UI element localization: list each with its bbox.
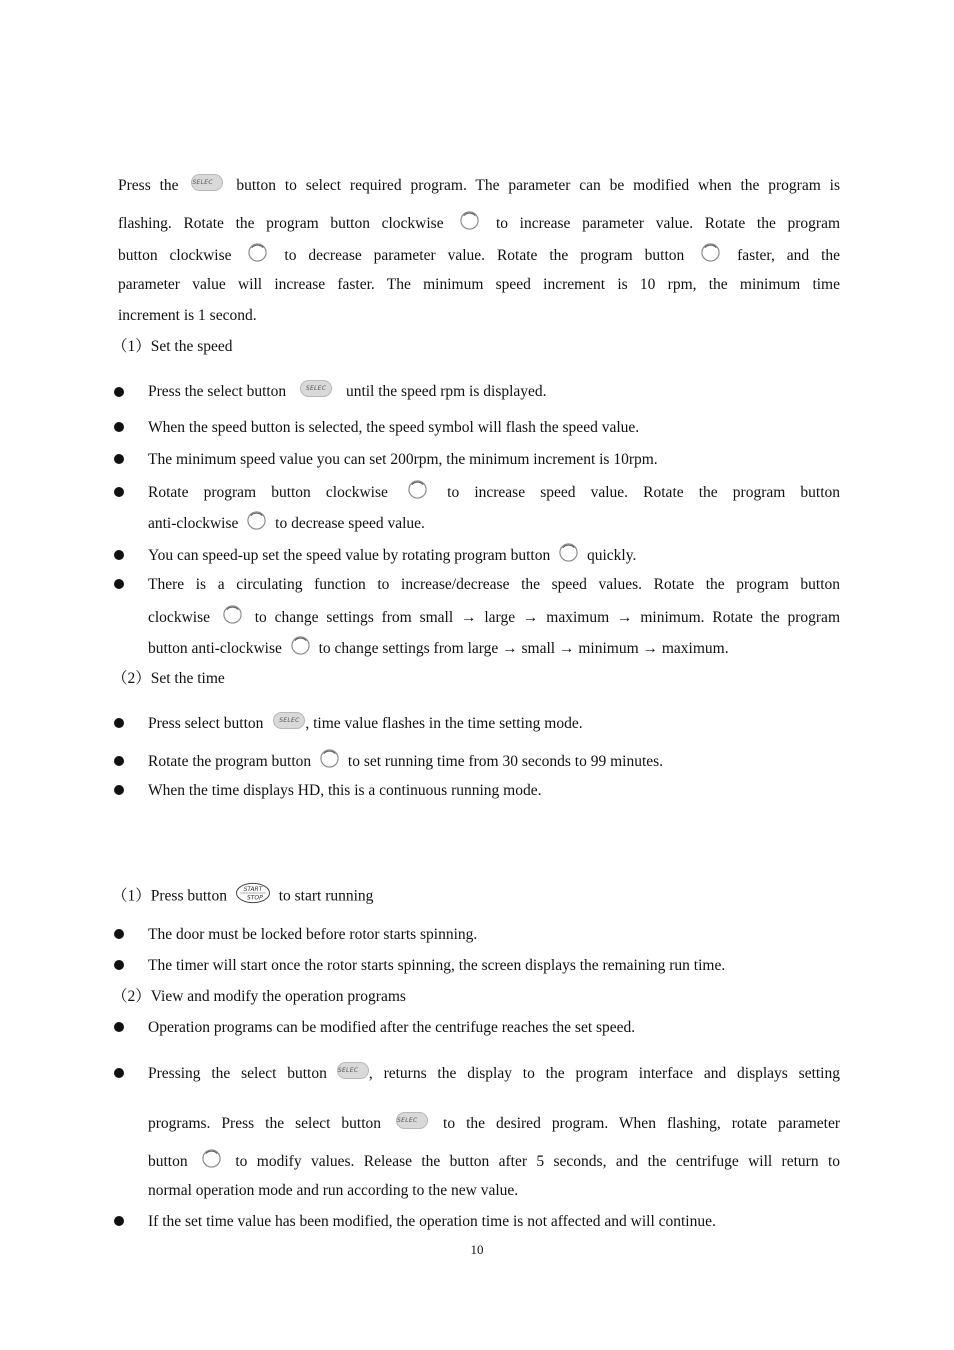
page-number: 10 bbox=[470, 1242, 484, 1257]
speed-bullet-4-line-1: Rotate program button clockwise to increase speed value. Rotate the program button bbox=[148, 483, 840, 504]
run-bullet-2: The timer will start once the rotor starts spinning, the screen displays the remaining run time. bbox=[148, 957, 726, 974]
bullet bbox=[114, 387, 124, 397]
modify-bullet-2-line-4: normal operation mode and run according to the new value. bbox=[148, 1182, 519, 1199]
bullet bbox=[114, 929, 124, 939]
program-knob-icon bbox=[459, 210, 480, 231]
program-knob-icon bbox=[407, 479, 428, 500]
select-button-icon: SELEC bbox=[300, 380, 332, 397]
speed-bullet-5: You can speed-up set the speed value by rotating program button quickly. bbox=[148, 546, 840, 567]
bullet bbox=[114, 785, 124, 795]
intro-line-5: increment is 1 second. bbox=[118, 307, 257, 324]
modify-bullet-1: Operation programs can be modified after the centrifuge reaches the set speed. bbox=[148, 1019, 636, 1036]
start-stop-button-icon bbox=[234, 882, 272, 904]
speed-bullet-6-line-2: clockwise to change settings from small → large → maximum → minimum. Rotate the program bbox=[148, 608, 840, 629]
modify-bullet-3: If the set time value has been modified, the operation time is not affected and will continue. bbox=[148, 1213, 716, 1230]
program-knob-icon bbox=[290, 635, 311, 656]
run-bullet-1: The door must be locked before rotor starts spinning. bbox=[148, 926, 478, 943]
stop-label: STOP bbox=[246, 894, 263, 902]
select-button-icon: SELEC bbox=[396, 1112, 428, 1129]
program-knob-icon bbox=[319, 748, 340, 769]
section-heading-set-time: （2）Set the time bbox=[112, 670, 225, 687]
program-knob-icon bbox=[222, 604, 243, 625]
speed-bullet-2: When the speed button is selected, the speed symbol will flash the speed value. bbox=[148, 419, 640, 436]
bullet bbox=[114, 1216, 124, 1226]
program-knob-icon bbox=[246, 510, 267, 531]
bullet bbox=[114, 579, 124, 589]
intro-line-2: flashing. Rotate the program button clockwise to increase parameter value. Rotate the program bbox=[118, 214, 840, 235]
bullet bbox=[114, 1022, 124, 1032]
program-knob-icon bbox=[558, 542, 579, 563]
modify-bullet-2-line-1: Pressing the select button SELEC , returns the display to the program interface and displays setting bbox=[148, 1064, 840, 1084]
bullet bbox=[114, 718, 124, 728]
speed-bullet-3: The minimum speed value you can set 200rpm, the minimum increment is 10rpm. bbox=[148, 451, 658, 468]
time-bullet-2: Rotate the program button to set running time from 30 seconds to 99 minutes. bbox=[148, 752, 840, 773]
select-button-icon: SELEC bbox=[191, 174, 223, 191]
speed-bullet-4-line-2: anti-clockwise to decrease speed value. bbox=[148, 514, 840, 535]
program-knob-icon bbox=[201, 1148, 222, 1169]
bullet bbox=[114, 550, 124, 560]
modify-bullet-2-line-3: button to modify values. Release the button after 5 seconds, and the centrifuge will return to bbox=[148, 1152, 840, 1173]
select-button-icon: SELEC bbox=[337, 1062, 369, 1079]
intro-line-1: Press the SELEC button to select required program. The parameter can be modified when the program is bbox=[118, 176, 840, 196]
intro-line-4: parameter value will increase faster. The minimum speed increment is 10 rpm, the minimum time bbox=[118, 276, 840, 293]
bullet bbox=[114, 487, 124, 497]
select-button-icon: SELEC bbox=[273, 712, 305, 729]
bullet bbox=[114, 1068, 124, 1078]
bullet bbox=[114, 756, 124, 766]
section-heading-start-running: （1）Press button START STOP to start running bbox=[112, 886, 834, 908]
program-knob-icon bbox=[247, 242, 268, 263]
speed-bullet-1: Press the select button SELEC until the speed rpm is displayed. bbox=[148, 382, 840, 402]
modify-bullet-2-line-2: programs. Press the select button SELEC to the desired program. When flashing, rotate parameter bbox=[148, 1114, 840, 1134]
intro-line-3: button clockwise to decrease parameter value. Rotate the program button faster, and the bbox=[118, 246, 840, 267]
section-heading-set-speed: （1）Set the speed bbox=[112, 338, 233, 355]
start-label: START bbox=[243, 886, 263, 894]
program-knob-icon bbox=[700, 242, 721, 263]
speed-bullet-6-line-1: There is a circulating function to increase/decrease the speed values. Rotate the program button bbox=[148, 576, 840, 593]
speed-bullet-6-line-3: button anti-clockwise to change settings from large → small → minimum → maximum. bbox=[148, 639, 840, 660]
bullet bbox=[114, 422, 124, 432]
bullet bbox=[114, 960, 124, 970]
time-bullet-3: When the time displays HD, this is a continuous running mode. bbox=[148, 782, 542, 799]
bullet bbox=[114, 454, 124, 464]
time-bullet-1: Press select button SELEC , time value flashes in the time setting mode. bbox=[148, 714, 840, 734]
section-heading-modify-programs: （2）View and modify the operation programs bbox=[112, 988, 406, 1005]
